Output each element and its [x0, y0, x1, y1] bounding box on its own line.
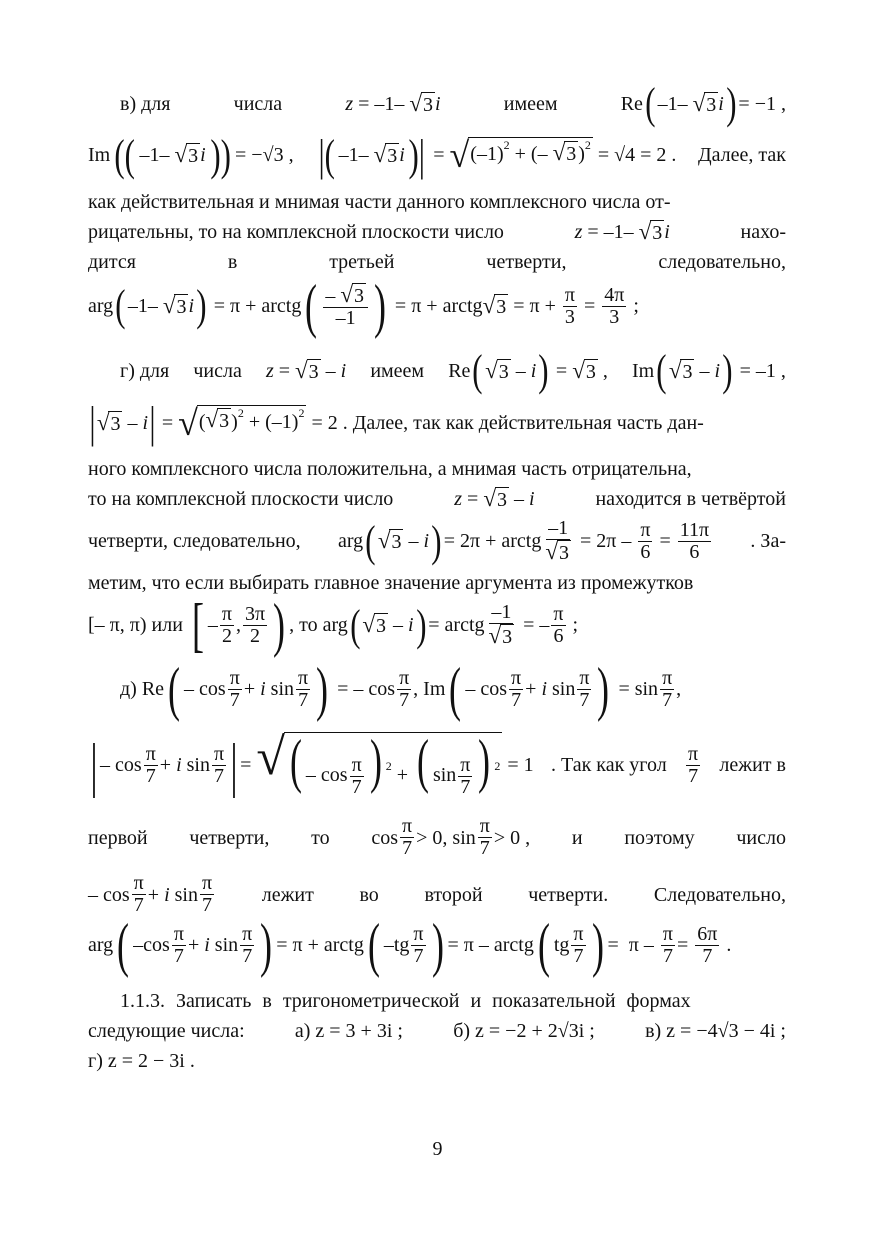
- text-line: четверти, следовательно,: [88, 530, 301, 553]
- text-line: как действительная и мнимая части данного комплексного числа от-: [88, 191, 671, 214]
- re-result: = −1 ,: [738, 92, 786, 115]
- text-line: метим, что если выбирать главное значение аргумента из промежутков: [88, 572, 694, 595]
- word-imeem: имеем: [503, 92, 558, 115]
- part-v-line4: [88, 217, 786, 247]
- part-v-arg-formula: arg ( –1– √ 3 i ) = π + arctg ( – √ 3 –1 ) = π + arctg √ 3 = π + $\frac{\pi}{3}$ = $\frac{4\pi}{3}$ ;: [88, 273, 639, 340]
- exercise-title: [88, 986, 786, 1016]
- part-g-line4: [88, 484, 786, 514]
- formula-re-v: Re ( –1– √ 3 i ) = −1 ,: [620, 79, 786, 128]
- part-v-label: в) для: [120, 92, 171, 115]
- exercise-item: б) z = −2 + 2√3i ;: [453, 1020, 595, 1043]
- word: и: [571, 826, 583, 849]
- page-number: 9: [432, 1138, 443, 1160]
- part-g-line1: [88, 346, 786, 396]
- word: то: [311, 826, 330, 849]
- word: четверти,: [486, 251, 567, 274]
- part-d-line2: | – cos $\frac{\pi}{7}$ + i sin $\frac{\pi}{7}$ | = √ ( – cos $\frac{\pi}{7}$ ) $^2$ + ( sin $\frac{\pi}{7}$ ) $^2$ = 1 . Так как угол $\frac{\pi}{7}$ лежит в: [90, 728, 786, 799]
- text-line: ного комплексного числа положительна, а мнимая часть отрицательна,: [88, 458, 692, 481]
- part-d-line3: первой четверти, то cos $\frac{\pi}{7}$ > 0, sin $\frac{\pi}{7}$ > 0 , и поэтому число: [88, 815, 786, 860]
- part-g-line7: [– π, π) или [ – $\frac{\pi}{2}$ , $\frac{3\pi}{2}$ ) , то arg ( √ 3 – i ) = arctg –1 √ 3 = – $\frac{\pi}{6}$ ;: [88, 592, 579, 659]
- formula-im-v: Im (( –1– √ 3 i )) = −√3 ,: [88, 130, 294, 180]
- text-lezhit: лежит в: [719, 754, 786, 777]
- page-body: [88, 79, 786, 1076]
- formula-abs-g: | √ 3 – i | = √ ( √ 3 )$^2 + (-1)^2$: [89, 397, 305, 447]
- word: поэтому: [624, 826, 695, 849]
- abs-result: = √4 = 2 .: [597, 144, 677, 167]
- text-line: = 2 . Далее, так как действительная часть дан-: [311, 411, 704, 434]
- part-d-arg-formula: arg ( –cos $\frac{\pi}{7}$ + i sin $\frac{\pi}{7}$ ) = π + arctg ( –tg $\frac{\pi}{7}$ ) = π – arctg ( tg $\frac{\pi}{7}$ ) = π – $\frac{\pi}{7}$ = $\frac{6\pi}{7}$ .: [88, 912, 732, 979]
- word: третьей: [329, 251, 395, 274]
- sentence-dalee: Далее, так: [697, 144, 786, 167]
- word: второй: [424, 883, 483, 906]
- word-chisla: числа: [193, 359, 242, 382]
- word: Следовательно,: [653, 883, 786, 906]
- text-line: находится в четвёртой: [595, 488, 786, 511]
- part-d-line1: д) Re ( – cos $\frac{\pi}{7}$ + i sin $\frac{\pi}{7}$ ) = – cos $\frac{\pi}{7}$ , Im ( – cos $\frac{\pi}{7}$ + i sin $\frac{\pi}{7}$ ) = sin $\frac{\pi}{7}$ ,: [120, 656, 682, 723]
- text-line: следующие числа:: [88, 1020, 245, 1043]
- part-g-label: г) для: [120, 359, 170, 382]
- im-result: = −√3 ,: [235, 144, 294, 167]
- part-g-line2: [88, 397, 786, 447]
- part-v-line3: [88, 187, 786, 217]
- text-line: . За-: [750, 530, 786, 553]
- formula-z-g2: z = √ 3 – i: [454, 486, 535, 512]
- word-to: , то: [289, 614, 318, 637]
- part-v-line5: [88, 247, 786, 277]
- word: четверти,: [189, 826, 270, 849]
- word: следовательно,: [658, 251, 786, 274]
- part-v-line2: [88, 130, 786, 180]
- part-g-line3: [88, 454, 786, 484]
- part-v-line1: [88, 79, 786, 128]
- formula-im-g: Im ( √ 3 – i ) = –1 ,: [631, 346, 786, 396]
- exercise-item: в) z = −4√3 − 4i ;: [645, 1020, 786, 1043]
- word: дится: [88, 251, 136, 274]
- text-line: нахо-: [740, 221, 786, 244]
- formula-z-g: z = √ 3 – i: [265, 357, 347, 383]
- formula-z-v2: z = –1– √ 3 i: [574, 219, 670, 245]
- angle-fraction: $\frac{\pi}{7}$: [688, 742, 699, 787]
- word-ili: или: [151, 614, 183, 637]
- word-chisla: числа: [233, 92, 283, 115]
- word: первой: [88, 826, 148, 849]
- exercise-item: г) z = 2 − 3i .: [88, 1050, 195, 1073]
- part-d-line4: – cos $\frac{\pi}{7}$ + i sin $\frac{\pi}{7}$ лежит во второй четверти. Следовательно,: [88, 872, 786, 917]
- word: во: [359, 883, 379, 906]
- exercise-line3: [88, 1046, 786, 1076]
- part-d-label: д): [120, 678, 137, 701]
- part-g-line5: [88, 518, 786, 564]
- text-tak-kak: . Так как угол: [550, 754, 667, 777]
- exercise-title-text: 1.1.3. Записать в тригонометрической и показательной формах: [120, 990, 691, 1013]
- word-imeem: имеем: [370, 359, 425, 382]
- formula-arg-g: arg ( √ 3 – i ) = 2π + arctg –1 √ 3 = 2π – $\frac{\pi}{6}$ = $\frac{11\pi}{6}$: [338, 516, 710, 566]
- text-line: рицательны, то на комплексной плоскости число: [88, 221, 504, 244]
- exercise-line2: [88, 1016, 786, 1046]
- word: лежит: [261, 883, 314, 906]
- text-line: то на комплексной плоскости число: [88, 488, 394, 511]
- formula-z-v: z = –1– √ 3 i: [345, 90, 441, 116]
- word: число: [736, 826, 786, 849]
- formula-abs-v: |( –1– √ 3 i )| = √ $(-1)^2$ + (– √ 3 )$^2$ = √4 = 2 .: [318, 130, 677, 180]
- word: в: [227, 251, 238, 274]
- word: четверти.: [528, 883, 609, 906]
- formula-re-g: Re ( √ 3 – i ) = √ 3 ,: [448, 346, 608, 396]
- exercise-item: а) z = 3 + 3i ;: [294, 1020, 403, 1043]
